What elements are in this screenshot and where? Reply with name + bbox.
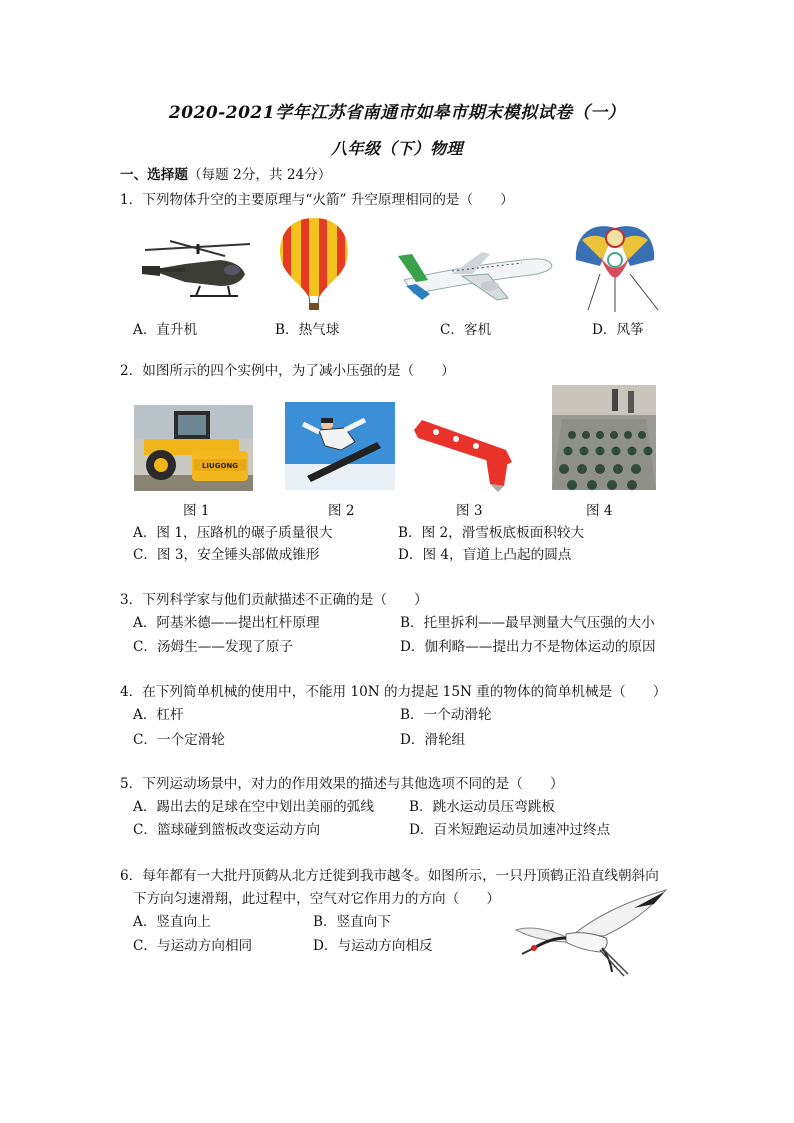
q3-stem: 3．下列科学家与他们贡献描述不正确的是（ ） — [120, 592, 428, 608]
q6-stem-line-2: 下方向匀速滑翔，此过程中，空气对它作用力的方向（ ） — [133, 891, 501, 907]
airliner-image — [392, 238, 557, 306]
crane-image — [514, 888, 672, 980]
q2-caption-2: 图 2 — [328, 503, 355, 519]
q1-stem: 1．下列物体升空的主要原理与“火箭” 升空原理相同的是（ ） — [120, 192, 514, 208]
q6-option-a: A．竖直向上 — [133, 914, 211, 930]
q4-option-c: C．一个定滑轮 — [133, 732, 225, 748]
q2-caption-3: 图 3 — [456, 503, 483, 519]
section-heading — [120, 166, 331, 184]
tactile-paving-image — [552, 385, 656, 490]
q2-caption-1: 图 1 — [183, 503, 210, 519]
q6-option-c: C．与运动方向相同 — [133, 938, 253, 954]
q4-stem: 4．在下列简单机械的使用中，不能用 10N 的力提起 15N 重的物体的简单机械是（ ） — [120, 684, 667, 700]
q4-option-d: D．滑轮组 — [400, 732, 466, 748]
hot-air-balloon-image — [275, 216, 353, 311]
q3-option-a: A．阿基米德——提出杠杆原理 — [133, 615, 320, 631]
q6-stem-line-1: 6．每年都有一大批丹顶鹤从北方迁徙到我市越冬。如图所示，一只丹顶鹤正沿直线朝斜向 — [120, 868, 659, 884]
q4-option-b: B．一个动滑轮 — [400, 707, 492, 723]
q3-option-b: B．托里拆利——最早测量大气压强的大小 — [400, 615, 655, 631]
q2-option-b: B．图 2，滑雪板底板面积较大 — [398, 525, 585, 541]
page-title: 2020-2021学年江苏省南通市如皋市期末模拟试卷（一） — [168, 103, 626, 123]
section-note: （每题 2分，共 24分） — [187, 167, 332, 183]
q4-option-a: A．杠杆 — [133, 707, 184, 723]
q5-stem: 5．下列运动场景中，对力的作用效果的描述与其他选项不同的是（ ） — [120, 776, 564, 792]
q3-option-c: C．汤姆生——发现了原子 — [133, 639, 293, 655]
safety-hammer-image — [408, 410, 526, 492]
q5-option-a: A．踢出去的足球在空中划出美丽的弧线 — [133, 799, 374, 815]
q2-option-c: C．图 3，安全锤头部做成锥形 — [133, 547, 320, 563]
q1-option-c: C．客机 — [440, 322, 492, 338]
q3-option-d: D．伽利略——提出力不是物体运动的原因 — [400, 639, 656, 655]
q1-option-a: A．直升机 — [133, 322, 198, 338]
q2-stem: 2．如图所示的四个实例中，为了减小压强的是（ ） — [120, 363, 455, 379]
q6-option-b: B．竖直向下 — [313, 914, 391, 930]
q5-option-d: D．百米短跑运动员加速冲过终点 — [409, 822, 611, 838]
q2-option-a: A．图 1，压路机的碾子质量很大 — [133, 525, 333, 541]
snowboarder-image — [285, 402, 395, 490]
q5-option-c: C．篮球碰到篮板改变运动方向 — [133, 822, 321, 838]
page-subtitle: 八年级（下）物理 — [330, 139, 463, 158]
q1-option-b: B．热气球 — [275, 322, 340, 338]
kite-image — [570, 220, 660, 315]
section-label: 一、选择题 — [120, 167, 188, 183]
road-roller-image — [134, 405, 253, 491]
q2-option-d: D．图 4，盲道上凸起的圆点 — [398, 547, 572, 563]
roller-brand-text: LIUGONG — [201, 462, 239, 470]
q1-option-d: D．风筝 — [592, 322, 644, 338]
q5-option-b: B．跳水运动员压弯跳板 — [409, 799, 555, 815]
helicopter-image — [140, 236, 255, 300]
q6-option-d: D．与运动方向相反 — [313, 938, 433, 954]
q2-caption-4: 图 4 — [586, 503, 613, 519]
